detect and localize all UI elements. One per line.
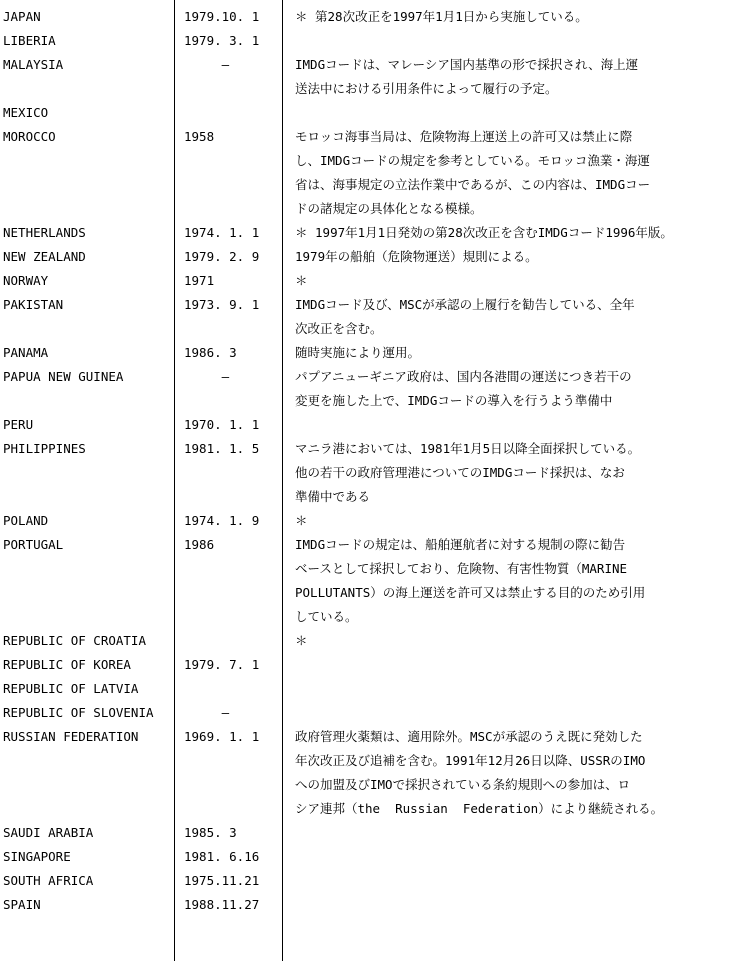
country-name: RUSSIAN FEDERATION [3, 729, 139, 744]
remarks [295, 437, 750, 509]
adoption-date: 1986 [184, 537, 215, 552]
remark-line: 次改正を含む。 [295, 321, 383, 336]
remarks [295, 5, 750, 29]
remark-line: 他の若干の政府管理港についてのIMDGコード採択は、なお [295, 465, 625, 480]
remark-line: モロッコ海事当局は、危険物海上運送上の許可又は禁止に際 [295, 129, 633, 144]
remarks [295, 53, 750, 101]
adoption-date: 1988.11.27 [184, 897, 260, 912]
adoption-date: 1979. 2. 9 [184, 249, 260, 264]
remarks [295, 629, 750, 653]
country-name: SINGAPORE [3, 849, 71, 864]
remark-line: 政府管理火薬類は、適用除外。MSCが承認のうえ既に発効した [295, 729, 643, 744]
adoption-date: 1979.10. 1 [184, 9, 260, 24]
remarks [295, 245, 750, 269]
adoption-date: — [184, 705, 230, 720]
country-name: LIBERIA [3, 33, 56, 48]
country-name: PORTUGAL [3, 537, 64, 552]
country-name: PERU [3, 417, 34, 432]
adoption-date: 1971 [184, 273, 215, 288]
country-name: MOROCCO [3, 129, 56, 144]
remarks [295, 221, 750, 245]
country-name: MALAYSIA [3, 57, 64, 72]
remark-line: し、IMDGコードの規定を参考としている。モロッコ漁業・海運 [295, 153, 650, 168]
remark-line: 随時実施により運用。 [295, 345, 421, 360]
remark-line: 変更を施した上で、IMDGコードの導入を行うよう準備中 [295, 393, 613, 408]
remarks [295, 725, 750, 821]
adoption-date: 1979. 3. 1 [184, 33, 260, 48]
remark-line: ＊ 1997年1月1日発効の第28次改正を含むIMDGコード1996年版。 [295, 225, 673, 240]
remark-line: している。 [295, 609, 358, 624]
country-name: PAPUA NEW GUINEA [3, 369, 124, 384]
country-name: PANAMA [3, 345, 49, 360]
remark-line: への加盟及びIMOで採択されている条約規則への参加は、ロ [295, 777, 631, 792]
country-name: REPUBLIC OF LATVIA [3, 681, 139, 696]
adoption-date: 1986. 3 [184, 345, 237, 360]
country-name: PHILIPPINES [3, 441, 86, 456]
remark-line: IMDGコードは、マレーシア国内基準の形で採択され、海上運 [295, 57, 639, 72]
adoption-date: 1973. 9. 1 [184, 297, 260, 312]
remark-line: パプアニューギニア政府は、国内各港間の運送につき若干の [295, 369, 632, 384]
country-name: REPUBLIC OF KOREA [3, 657, 131, 672]
remark-line: 準備中である [295, 489, 371, 504]
remark-line: ＊ [295, 513, 308, 528]
adoption-date: 1981. 6.16 [184, 849, 260, 864]
country-name: REPUBLIC OF CROATIA [3, 633, 146, 648]
remark-line: 送法中における引用条件によって履行の予定。 [295, 81, 558, 96]
adoption-date: — [184, 369, 230, 384]
remark-line: IMDGコードの規定は、船舶運航者に対する規制の際に勧告 [295, 537, 626, 552]
adoption-date: — [184, 57, 230, 72]
country-name: JAPAN [3, 9, 41, 24]
remark-line: マニラ港においては、1981年1月5日以降全面採択している。 [295, 441, 641, 456]
remark-line: IMDGコード及び、MSCが承認の上履行を勧告している、全年 [295, 297, 635, 312]
column-divider-right [282, 0, 283, 961]
country-name: NORWAY [3, 273, 49, 288]
adoption-date: 1974. 1. 1 [184, 225, 260, 240]
remark-line: ＊ [295, 273, 308, 288]
country-name: PAKISTAN [3, 297, 64, 312]
column-divider-left [174, 0, 175, 961]
country-name: SOUTH AFRICA [3, 873, 94, 888]
remark-line: ＊ 第28次改正を1997年1月1日から実施している。 [295, 9, 588, 24]
country-name: REPUBLIC OF SLOVENIA [3, 705, 154, 720]
country-name: SPAIN [3, 897, 41, 912]
adoption-date: 1975.11.21 [184, 873, 260, 888]
remarks [295, 509, 750, 533]
remarks [295, 341, 750, 365]
adoption-date: 1970. 1. 1 [184, 417, 260, 432]
remark-line: ＊ [295, 633, 308, 648]
remarks [295, 125, 750, 221]
country-name: SAUDI ARABIA [3, 825, 94, 840]
remark-line: ベースとして採択しており、危険物、有害性物質（MARINE [295, 561, 628, 576]
remark-line: ドの諸規定の具体化となる模様。 [295, 201, 483, 216]
remark-line: 省は、海事規定の立法作業中であるが、この内容は、IMDGコー [295, 177, 651, 192]
adoption-date: 1974. 1. 9 [184, 513, 260, 528]
country-name: NEW ZEALAND [3, 249, 86, 264]
adoption-date: 1958 [184, 129, 215, 144]
adoption-date: 1979. 7. 1 [184, 657, 260, 672]
remark-line: シア連邦（the Russian Federation）により継続される。 [295, 801, 664, 816]
remark-line: POLLUTANTS）の海上運送を許可又は禁止する目的のため引用 [295, 585, 646, 600]
remarks [295, 293, 750, 341]
remark-line: 年次改正及び追補を含む。1991年12月26日以降、USSRのIMO [295, 753, 646, 768]
adoption-date: 1969. 1. 1 [184, 729, 260, 744]
adoption-date: 1981. 1. 5 [184, 441, 260, 456]
remarks [295, 269, 750, 293]
adoption-date: 1985. 3 [184, 825, 237, 840]
remarks [295, 365, 750, 413]
country-name: MEXICO [3, 105, 49, 120]
remark-line: 1979年の船舶（危険物運送）規則による。 [295, 249, 538, 264]
country-name: POLAND [3, 513, 49, 528]
country-name: NETHERLANDS [3, 225, 86, 240]
remarks [295, 533, 750, 629]
